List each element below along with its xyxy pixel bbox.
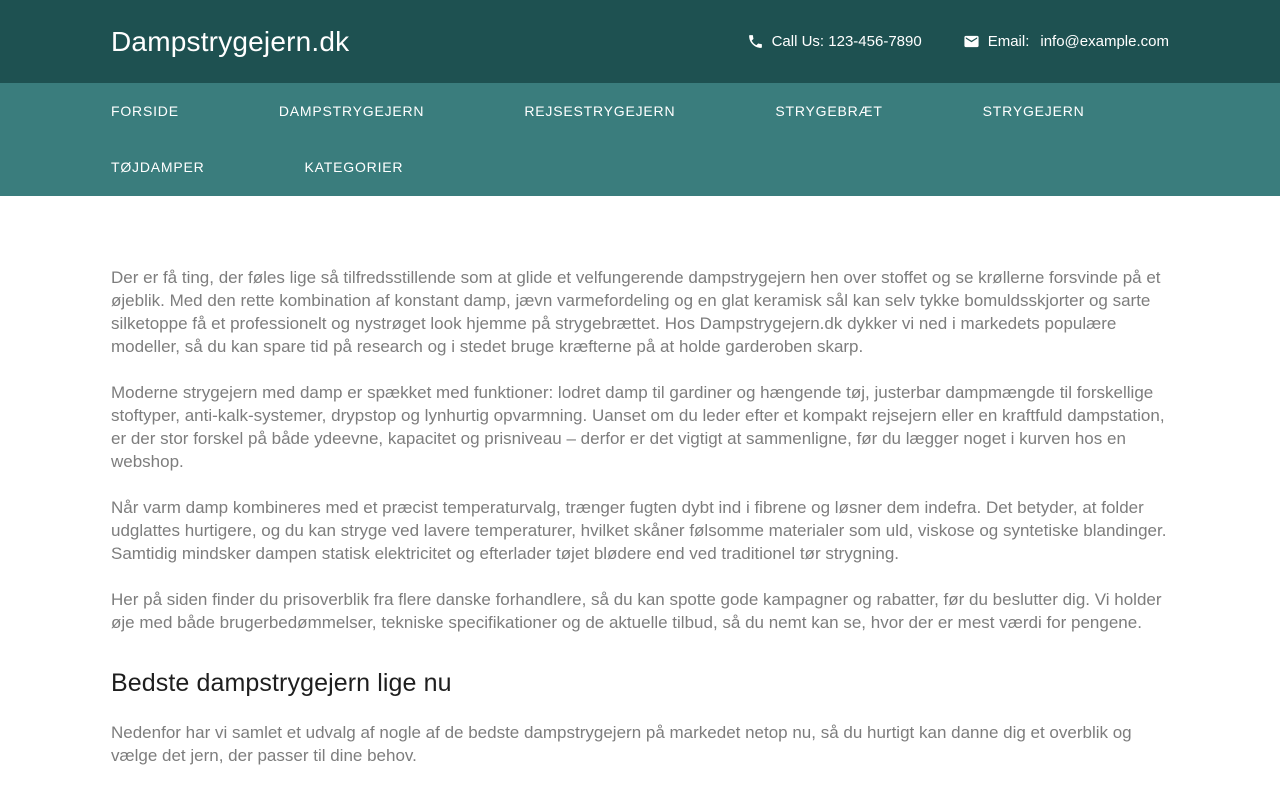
- phone-icon: [747, 33, 764, 50]
- nav-link-strygebraet[interactable]: STRYGEBRÆT: [775, 103, 883, 119]
- nav-link-rejsestrygejern[interactable]: REJSESTRYGEJERN: [524, 103, 676, 119]
- phone-contact: [747, 33, 922, 50]
- nav-item-kategorier: [305, 139, 404, 195]
- intro-paragraph: Moderne strygejern med damp er spækket med funktioner: lodret damp til gardiner og hængende tøj, justerbar dampmængde til forskellige stoftyper, anti-kalk-systemer, drypstop og lynhurtig opvarmning. Uanset om du leder efter et kompakt rejsejern eller en kraftfuld dampstation, er der stor forskel på både ydeevne, kapacitet og prisniveau – derfor er det vigtigt at sammenligne, før du lægger noget i kurven hos en webshop.: [111, 383, 1165, 471]
- email-contact: [963, 33, 1169, 50]
- site-title[interactable]: Dampstrygejern.dk: [111, 25, 350, 57]
- nav-item-tojdamper: [111, 139, 205, 195]
- phone-label: Call Us: 123-456-7890: [771, 33, 922, 50]
- section-heading: Bedste dampstrygejern lige nu: [111, 669, 452, 697]
- intro-paragraph: Her på siden finder du prisoverblik fra flere danske forhandlere, så du kan spotte gode kampagner og rabatter, før du beslutter dig. Vi holder øje med både brugerbedømmelser, tekniske specifikationer og de aktuelle tilbud, så du nemt kan se, hvor der er mest værdi for pengene.: [111, 590, 1162, 632]
- nav-item-dampstrygejern: [279, 83, 425, 139]
- section-paragraph: Nedenfor har vi samlet et udvalg af nogle af de bedste dampstrygejern på markedet netop nu, så du hurtigt kan danne dig et overblik og vælge det jern, der passer til dine behov.: [111, 723, 1132, 765]
- top-header-inner: [111, 26, 1169, 58]
- intro-paragraph: Når varm damp kombineres med et præcist temperaturvalg, trænger fugten dybt ind i fibrene og løsner dem indefra. Det betyder, at folder udglattes hurtigere, og du kan stryge ved lavere temperaturer, hvilket skåner følsomme materialer som uld, viskose og syntetiske blandinger. Samtidig mindsker dampen statisk elektricitet og efterlader tøjet blødere end ved traditionel tør strygning.: [111, 498, 1167, 563]
- main-navigation: [0, 83, 1280, 196]
- intro-paragraph: Der er få ting, der føles lige så tilfredsstillende som at glide et velfungerende dampstrygejern hen over stoffet og se krøllerne forsvinde på et øjeblik. Med den rette kombination af konstant damp, jævn varmefordeling og en glat keramisk sål kan selv tykke bomuldsskjorter og sarte silketoppe få et professionelt og nystrøget look hjemme på strygebrættet. Hos Dampstrygejern.dk dykker vi ned i markedets populære modeller, så du kan spare tid på research og i stedet bruge kræfterne på at holde garderoben skarp.: [111, 268, 1161, 356]
- email-icon: [963, 33, 980, 50]
- content-area: [111, 196, 1169, 767]
- nav-link-forside[interactable]: FORSIDE: [111, 103, 179, 119]
- nav-item-strygejern: [983, 83, 1085, 139]
- nav-item-rejsestrygejern: [524, 83, 675, 139]
- nav-link-kategorier[interactable]: KATEGORIER: [304, 159, 404, 175]
- nav-link-dampstrygejern[interactable]: DAMPSTRYGEJERN: [278, 103, 425, 119]
- nav-item-strygebraet: [775, 83, 882, 139]
- top-header-bar: [0, 0, 1280, 83]
- nav-item-forside: [111, 83, 179, 139]
- email-address-link[interactable]: info@example.com: [1040, 33, 1169, 50]
- email-label: Email:: [987, 33, 1030, 50]
- nav-link-strygejern[interactable]: STRYGEJERN: [982, 103, 1085, 119]
- nav-link-tojdamper[interactable]: TØJDAMPER: [111, 159, 205, 175]
- nav-menu: [111, 83, 1211, 195]
- main-navigation-inner: [111, 83, 1211, 195]
- contact-info: [747, 33, 1169, 50]
